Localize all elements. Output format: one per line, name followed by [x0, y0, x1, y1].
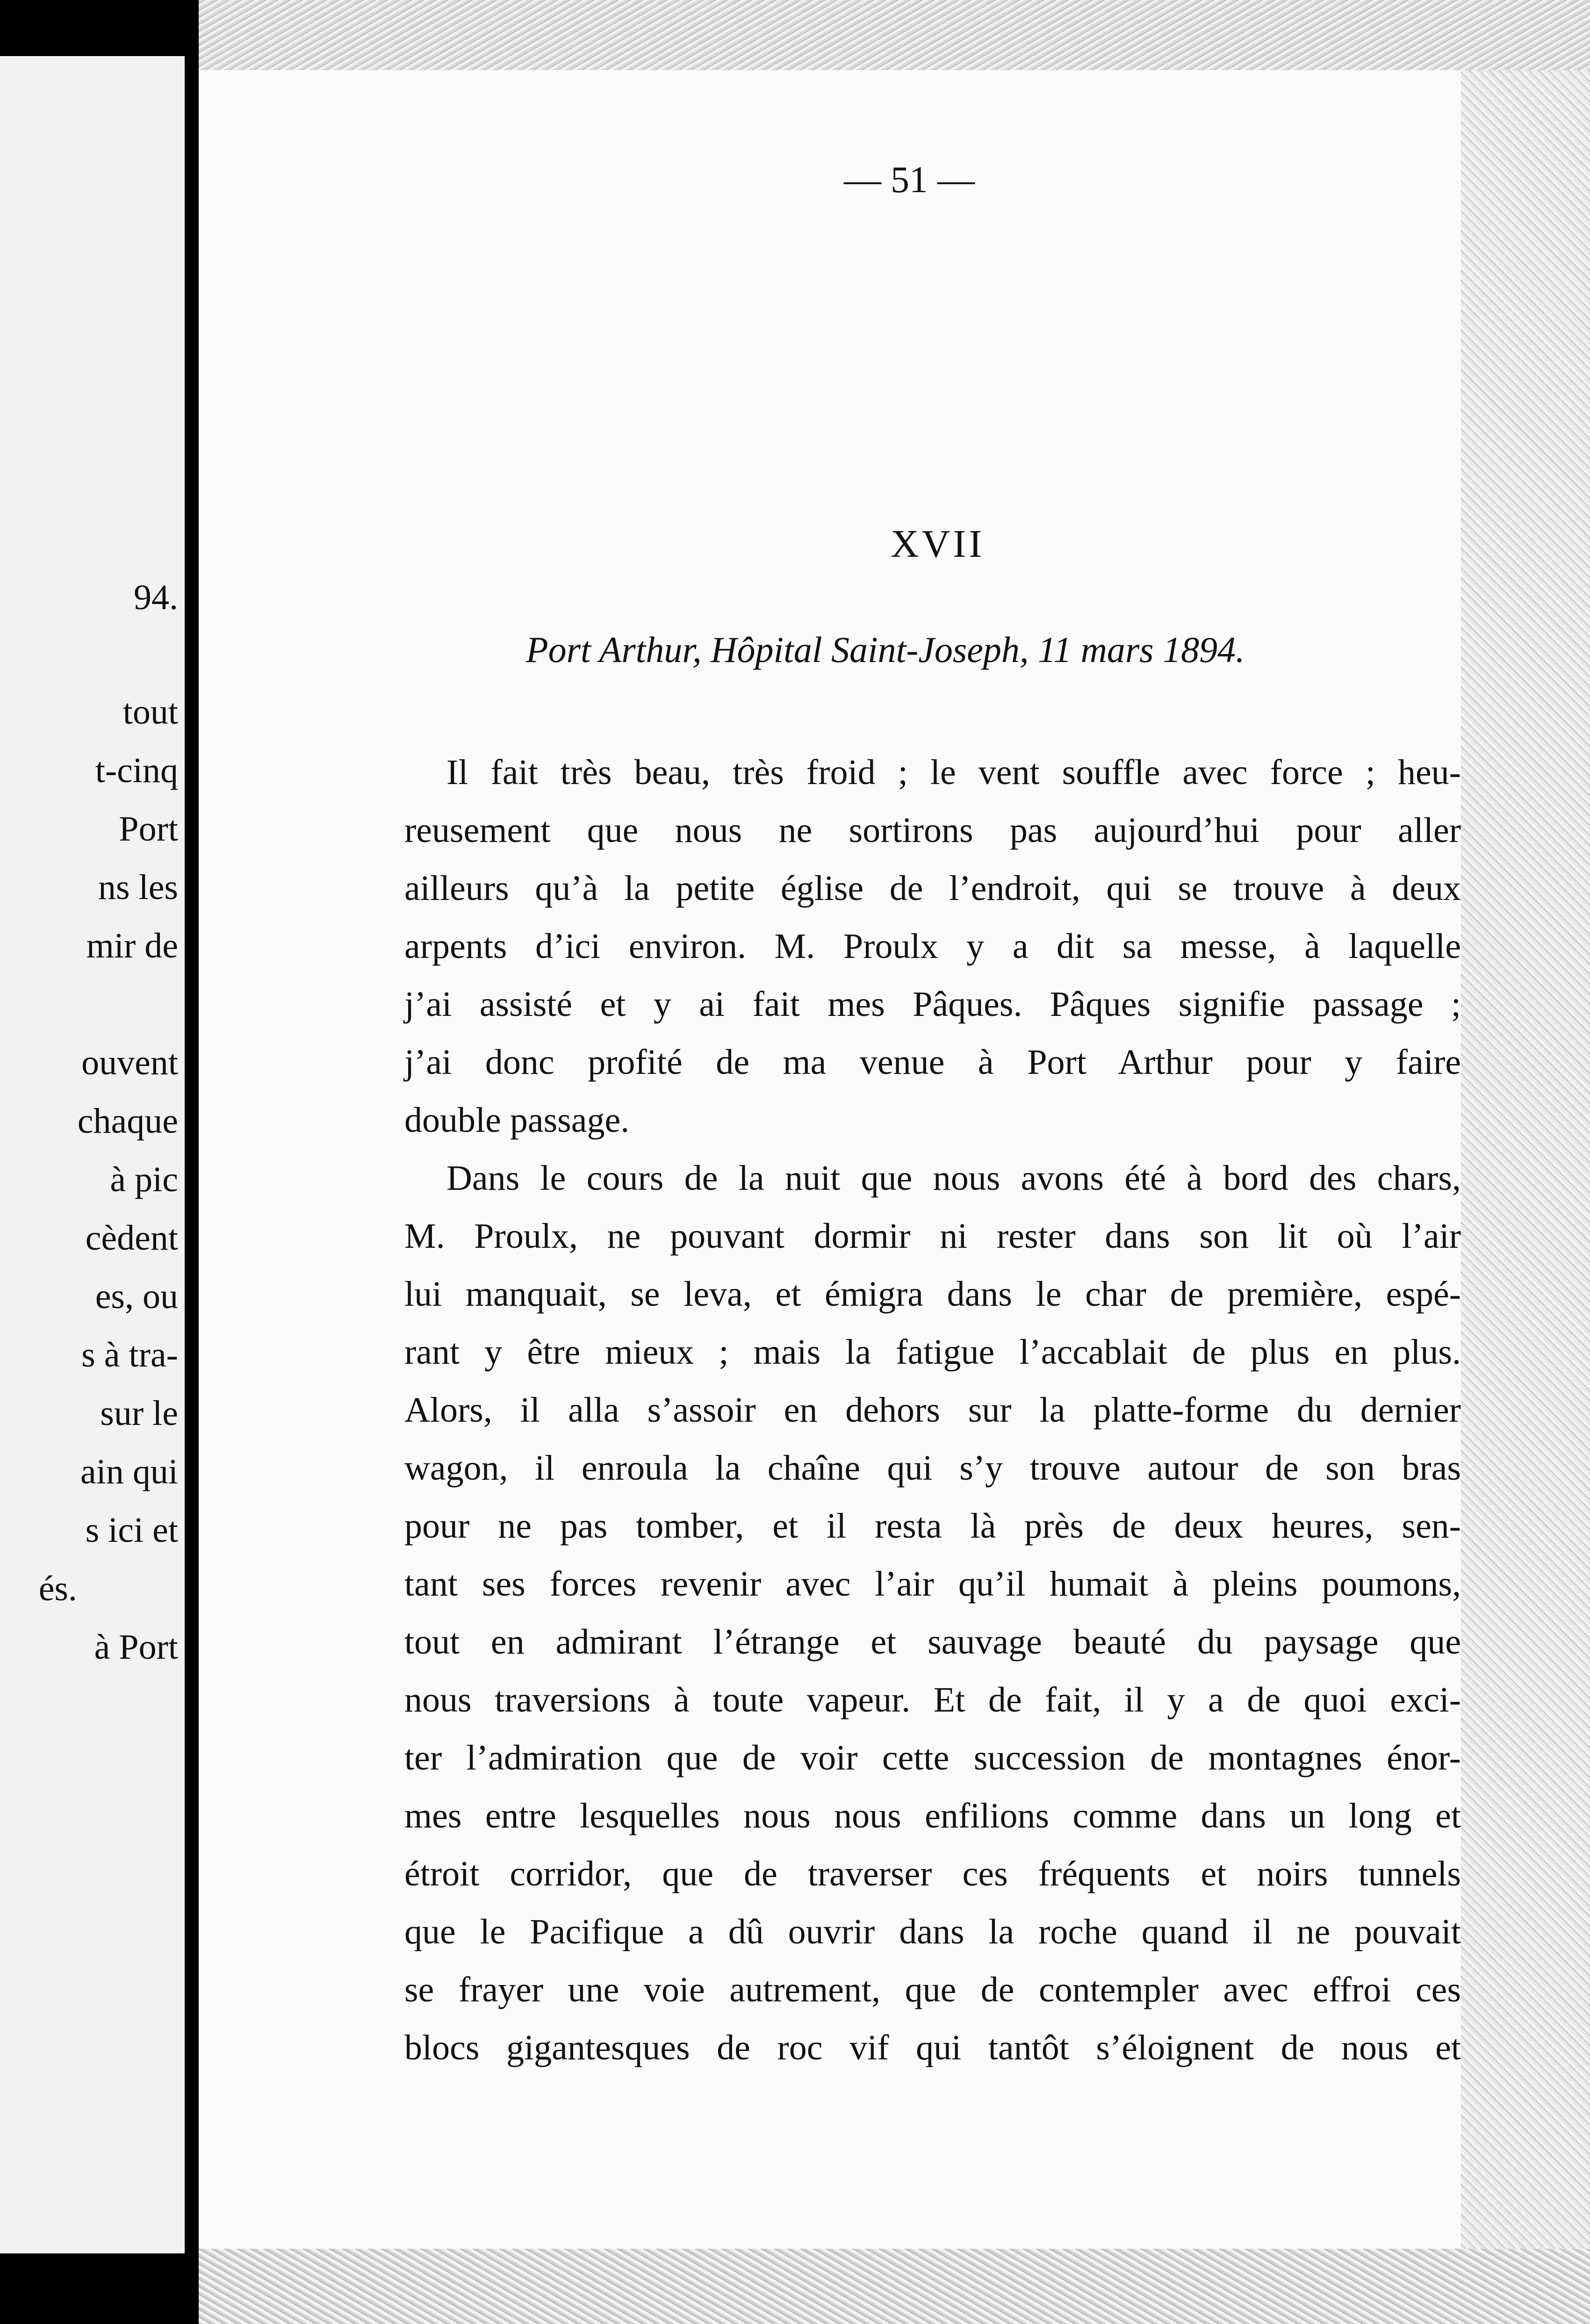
text-line: j’ai assisté et y ai fait mes Pâques. Pâques signifie passage ;: [404, 985, 1461, 1024]
text-line: blocs gigantesques de roc vif qui tantôt s’éloignent de nous et: [404, 2028, 1461, 2067]
top-scan-noise: [199, 0, 1590, 70]
text-line: Il fait très beau, très froid ; le vent souffle avec force ; heu-: [446, 753, 1461, 792]
left-fragment: à Port: [94, 1627, 178, 1667]
left-fragment: és.: [38, 1569, 77, 1608]
left-fragment: chaque: [77, 1101, 178, 1141]
text-line: étroit corridor, que de traverser ces fréquents et noirs tunnels: [404, 1854, 1461, 1893]
text-line: wagon, il enroula la chaîne qui s’y trouve autour de son bras: [404, 1448, 1461, 1488]
previous-page-sliver: [0, 56, 185, 2253]
bottom-scan-noise: [199, 2249, 1590, 2324]
left-fragment: tout: [122, 692, 178, 732]
chapter-heading: XVII: [891, 522, 985, 566]
left-fragment: t-cinq: [95, 751, 178, 790]
text-line: tant ses forces revenir avec l’air qu’il humait à pleins poumons,: [404, 1564, 1461, 1604]
left-fragment: s à tra-: [81, 1335, 178, 1374]
book-page: [199, 70, 1461, 2249]
text-line: nous traversions à toute vapeur. Et de fait, il y a de quoi exci-: [404, 1680, 1461, 1720]
text-line: se frayer une voie autrement, que de contempler avec effroi ces: [404, 1970, 1461, 2009]
left-fragment: ns les: [98, 868, 178, 907]
left-fragment: es, ou: [95, 1277, 178, 1316]
left-fragment: à pic: [110, 1160, 178, 1199]
text-line: ailleurs qu’à la petite église de l’endroit, qui se trouve à deux: [404, 869, 1461, 908]
left-fragment: ouvent: [81, 1043, 178, 1082]
right-scan-noise: [1461, 70, 1590, 2249]
text-line: ter l’admiration que de voir cette succession de montagnes énor-: [404, 1738, 1461, 1777]
left-fragment: sur le: [100, 1394, 178, 1433]
book-gutter: [185, 0, 199, 2324]
text-line: arpents d’ici environ. M. Proulx y a dit sa messe, à laquelle: [404, 927, 1461, 966]
left-fragment: mir de: [86, 926, 178, 965]
text-line: j’ai donc profité de ma venue à Port Arthur pour y faire: [404, 1043, 1461, 1082]
text-line: tout en admirant l’étrange et sauvage beauté du paysage que: [404, 1622, 1461, 1662]
text-line: rant y être mieux ; mais la fatigue l’accablait de plus en plus.: [404, 1332, 1461, 1372]
text-line: double passage.: [404, 1101, 630, 1140]
left-fragment: ain qui: [80, 1452, 178, 1491]
text-line: reusement que nous ne sortirons pas aujourd’hui pour aller: [404, 811, 1461, 850]
left-fragment: cèdent: [85, 1218, 178, 1258]
body-text: [404, 743, 1461, 2077]
text-line: pour ne pas tomber, et il resta là près de deux heures, sen-: [404, 1506, 1461, 1546]
page-number: — 51 —: [844, 159, 975, 201]
text-line: Alors, il alla s’assoir en dehors sur la platte-forme du dernier: [404, 1390, 1461, 1430]
left-fragment: s ici et: [85, 1511, 178, 1550]
left-fragment: Port: [119, 809, 178, 849]
left-fragment: 94.: [134, 578, 178, 617]
text-line: lui manquait, se leva, et émigra dans le char de première, espé-: [404, 1274, 1461, 1314]
text-line: M. Proulx, ne pouvant dormir ni rester dans son lit où l’air: [404, 1216, 1461, 1256]
text-line: que le Pacifique a dû ouvrir dans la roche quand il ne pouvait: [404, 1912, 1461, 1951]
text-line: mes entre lesquelles nous nous enfilions comme dans un long et: [404, 1796, 1461, 1835]
dateline: Port Arthur, Hôpital Saint-Joseph, 11 mars 1894.: [526, 629, 1245, 670]
text-line: Dans le cours de la nuit que nous avons été à bord des chars,: [446, 1158, 1461, 1198]
